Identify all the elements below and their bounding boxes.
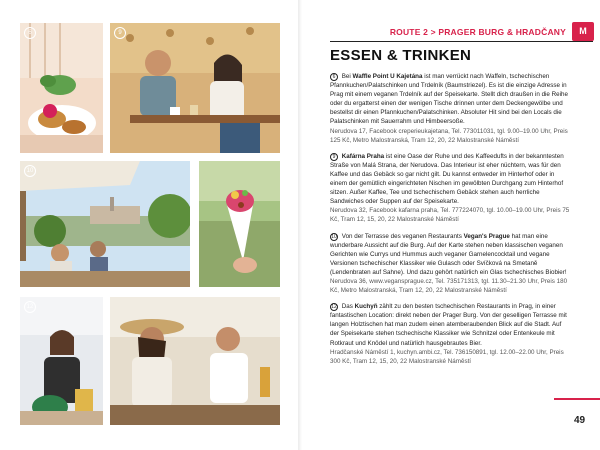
running-head: ROUTE 2 > PRAGER BURG & HRADČANY — [389, 27, 566, 37]
entry-lead: Von der Terrasse des veganen Restaurants — [341, 232, 462, 240]
entry-lead: Das — [341, 303, 353, 311]
photo-number-6: 6 — [24, 27, 36, 39]
waffle-plate-illustration — [20, 23, 103, 153]
entry-name: Waffle Point U Kajetána — [352, 73, 423, 80]
entry-body — [330, 152, 570, 207]
entry-body — [330, 302, 570, 347]
woman-cooking-illustration — [20, 297, 103, 425]
entry-name: Vegan's Prague — [463, 232, 510, 240]
entry-waffle-point — [330, 72, 570, 145]
entry-kafarna — [330, 152, 570, 225]
photo-number-12: 12 — [24, 301, 36, 313]
entry-number: 9 — [330, 153, 338, 161]
terrace-view-illustration — [20, 161, 190, 287]
photo-number-10: 10 — [24, 165, 36, 177]
entry-name: Kuchyň — [354, 303, 378, 311]
entry-vegans-prague — [330, 232, 570, 296]
page-number-accent-rule — [554, 398, 600, 400]
text-page — [302, 0, 600, 450]
entry-meta: Nerudova 32, Facebook kafarna praha, Tel. 777224070, tgl. 10.00–19.00 Uhr, Preis 75 Kč, Tram 12, 15, 20, 22 Malostranské Náměstí — [330, 207, 570, 224]
photo-restaurant-guests — [110, 297, 280, 425]
title-rule — [330, 41, 593, 42]
entry-text: hat man eine wunderbare Aussicht auf die Burg. Auf der Karte stehen neben klassischen veganen Gerichten wie Currys und Hummus auch veganer Garnelencocktail und vegane Versionen tschechischer Klassiker wie Gulasch oder Svíčková na Smetaně (Lendenbraten auf Sahne). Und dazu gehört natürlich ein Glas tschechisches Biobier! — [330, 232, 567, 276]
entry-lead: Bei — [341, 73, 351, 80]
photo-waffle-plate — [20, 23, 103, 153]
entry-kuchyn — [330, 302, 570, 366]
entry-meta: Nerudova 36, www.vegansprague.cz, Tel. 735171313, tgl. 11.30–21.30 Uhr, Preis 180 Kč, Metro Malostranská, Tram 12, 20, 22 Malostranské Náměstí — [330, 277, 568, 295]
entry-meta: Hradčanské Náměstí 1, kuchyn.ambi.cz, Tel. 736150891, tgl. 12.00–22.00 Uhr, Preis 300 Kč, Tram 12, 15, 20, 22 Malostranské Náměstí — [330, 348, 564, 365]
entry-number: 10 — [331, 233, 337, 240]
entry-number: 6 — [330, 73, 338, 81]
cafe-guests-illustration — [110, 23, 280, 153]
entry-name: Kafárna Praha — [341, 152, 385, 160]
photo-trdelnik-cone — [199, 161, 280, 287]
restaurant-guests-illustration — [110, 297, 280, 425]
entry-text: ist man verrückt nach Waffeln, tschechischen Pfannkuchen/Palatschinken und Trdelník (Baumstriezel). Es ist die einzige Adresse in Prag mit einem veganen Trdelník auf der Speisekarte. Stellt dich draußen in die Reihe oder du ergatterst einen der wenigen Tische drinnen unter dem Deckengewölbe und bestellst dir einen Pfannkuchen/Palatschinken. Absoluter Hit sind bei den Locals die Palatschinken mit Sauerrahm und Himbeersoße. — [330, 73, 568, 126]
route-badge-icon: M — [572, 22, 594, 41]
entry-body — [330, 72, 570, 127]
section-title: ESSEN & TRINKEN — [330, 47, 472, 64]
entry-text: zählt zu den besten tschechischen Restaurants in Prag, in einer fantastischen Location: direkt neben der Prager Burg. Von der geselligen Terrasse mit langen Holztischen hat man zudem einen atemberaubenden Blick auf die Stadt. Auf der Speisekarte stehen tschechische Klassiker wie Schnitzel oder Entenkeule mit Rotkraut und Knödel und natürlich hausgebrautes Bier. — [330, 303, 567, 347]
photo-terrace-view — [20, 161, 190, 287]
photo-woman-cooking — [20, 297, 103, 425]
photo-number-9: 9 — [114, 27, 126, 39]
photo-cafe-guests — [110, 23, 280, 153]
entry-meta: Nerudova 17, Facebook creperieukajetana, Tel. 773011031, tgl. 9.00–19.00 Uhr, Preis 125 Kč, Metro Malostranská, Tram 12, 20, 22 Malostranské Náměstí — [330, 127, 568, 144]
page-number: 49 — [574, 415, 586, 426]
entry-number: 12 — [331, 304, 337, 311]
trdelnik-cone-illustration — [199, 161, 280, 287]
entries-list — [330, 72, 570, 373]
entry-text: ist eine Oase der Ruhe und des Kaffeedufts in der bekanntesten Straße von Malá Strana, der Nerudova. Das Interieur ist eher nüchtern, was für den Kaffee und das Gebäck so gar nicht gilt. Du kannst entweder im Hinterhof oder in einem der gemütlich eingerichteten Nischen im gewölbten Durchgang zum Hinterhof sitzen. Außer Kaffee, Tee und tschechischem Gebäck stehen auch herrliche Sandwiches oder Suppen auf der Speisekarte. — [330, 152, 564, 206]
entry-body — [330, 232, 570, 277]
